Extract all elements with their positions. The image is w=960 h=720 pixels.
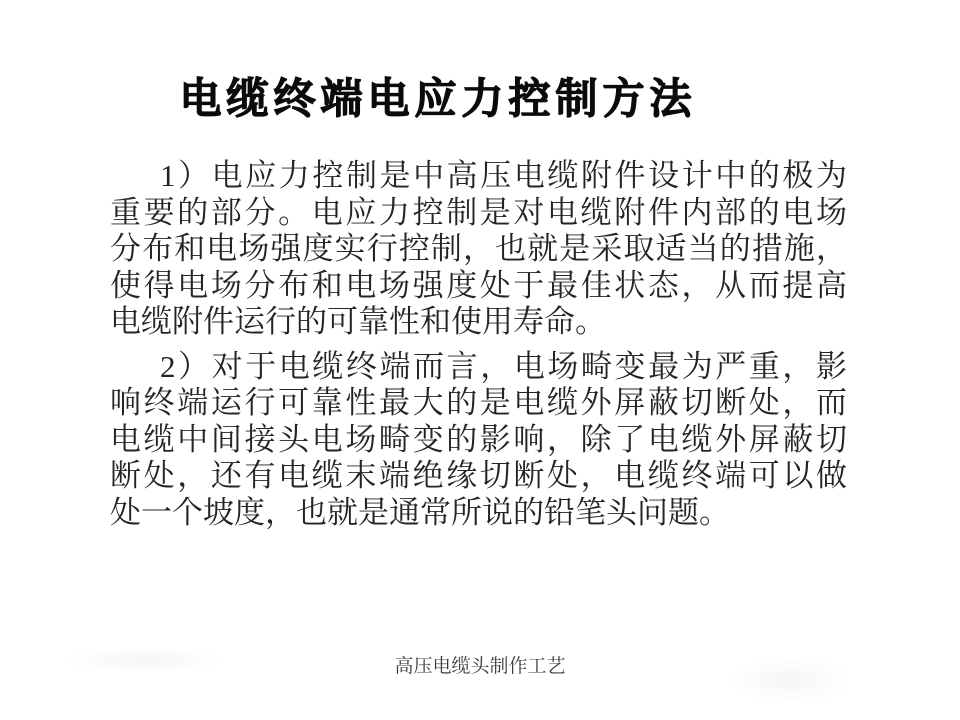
text-line: 响终端运行可靠性最大的是电缆外屏蔽切断处，而: [110, 385, 847, 420]
text-line: 使得电场分布和电场强度处于最佳状态，从而提高: [110, 267, 847, 303]
text-line: 断处，还有电缆末端绝缘切断处，电缆终端可以做: [110, 458, 847, 493]
text-line: 1）电应力控制是中高压电缆附件设计中的极为: [160, 158, 847, 193]
paragraph-1: [110, 158, 847, 341]
text-line: 处一个坡度，也就是通常所说的铅笔头问题。: [110, 494, 730, 530]
text-line: 电缆中间接头电场畸变的影响，除了电缆外屏蔽切: [110, 421, 847, 457]
slide-footer-caption: 高压电缆头制作工艺: [394, 656, 566, 677]
text-line: 分布和电场强度实行控制，也就是采取适当的措施，: [110, 231, 847, 266]
paragraph-2: [110, 349, 847, 532]
slide-title: 电缆终端电应力控制方法: [179, 74, 697, 123]
text-line: 重要的部分。电应力控制是对电缆附件内部的电场: [110, 194, 847, 230]
text-line: 电缆附件运行的可靠性和使用寿命。: [110, 304, 606, 339]
text-line: 2）对于电缆终端而言，电场畸变最为严重，影: [160, 348, 847, 384]
slide-body: [110, 158, 847, 531]
